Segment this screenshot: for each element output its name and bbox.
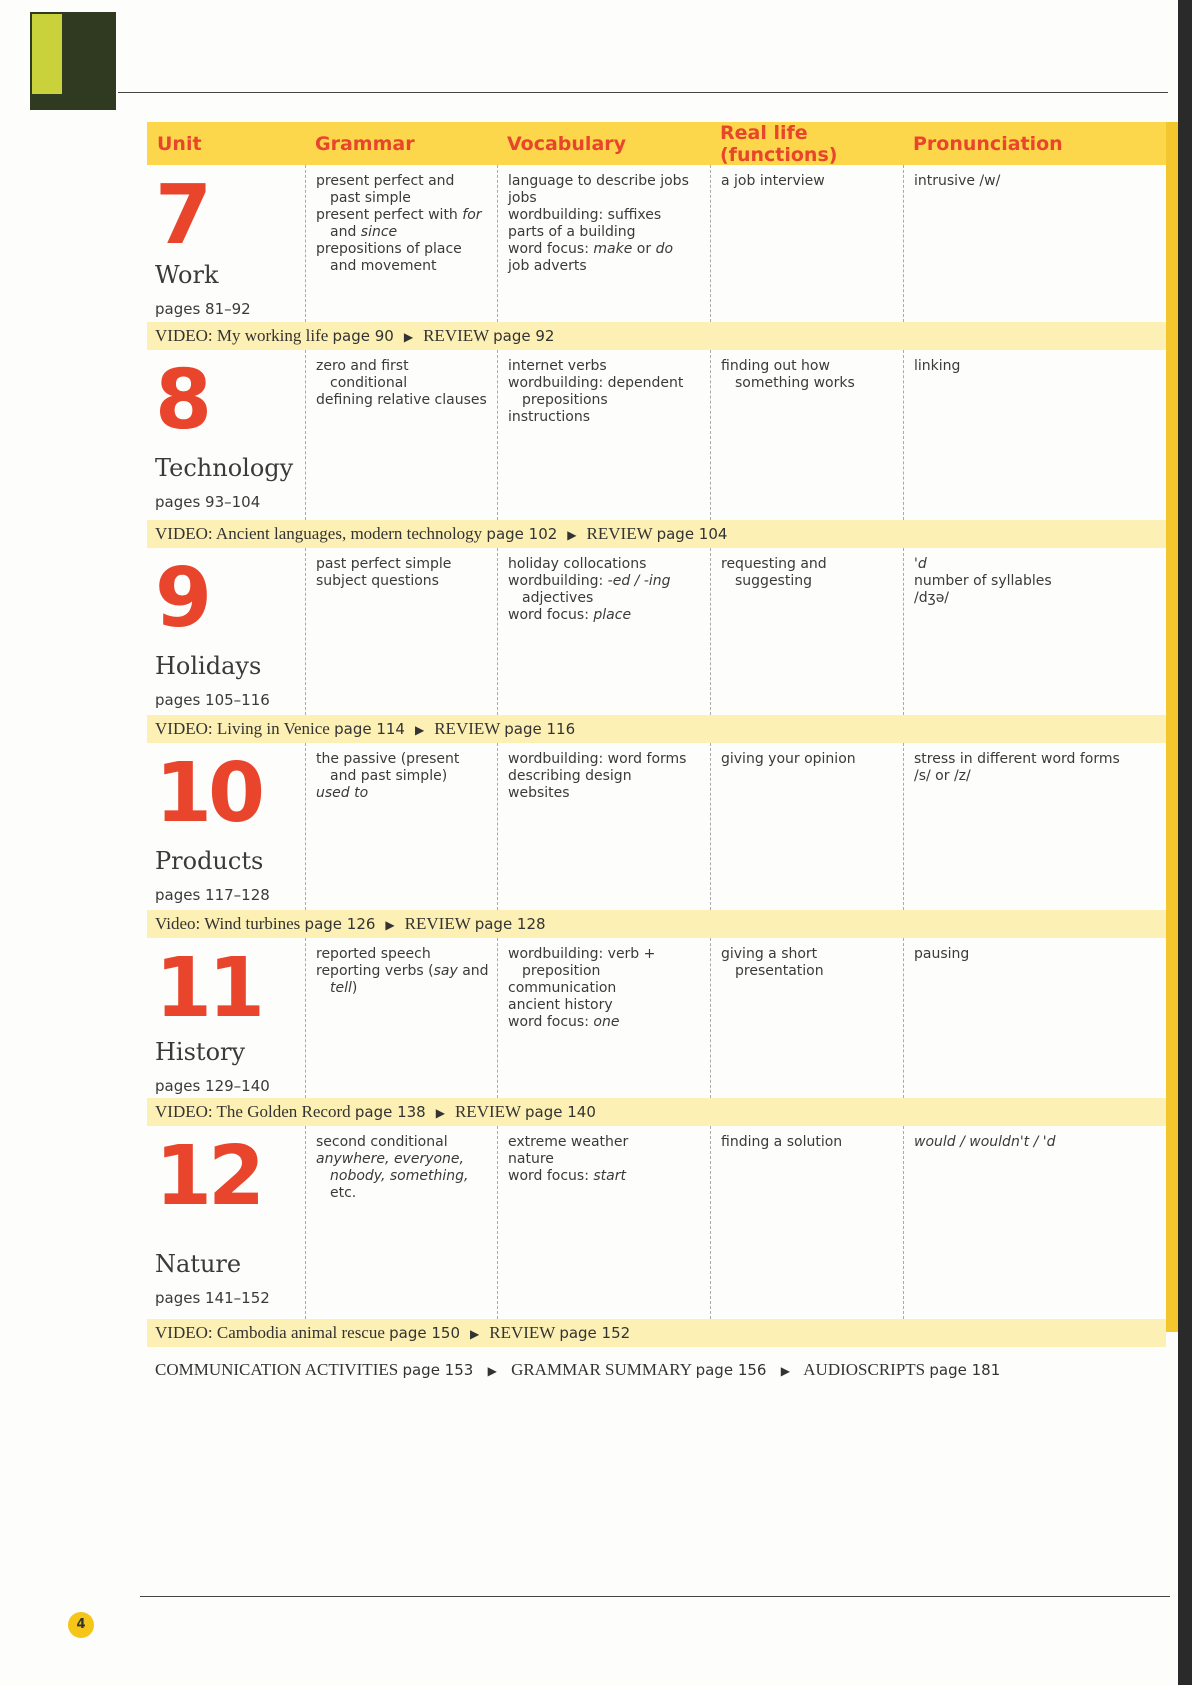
vocabulary-cell bbox=[497, 938, 710, 1098]
item-text: finding a solution bbox=[721, 1134, 843, 1150]
real-life-item bbox=[721, 946, 895, 980]
vocabulary-item bbox=[508, 224, 702, 241]
item-text-italic: do bbox=[655, 241, 674, 257]
grammar-item bbox=[316, 573, 489, 590]
unit-number: 8 bbox=[155, 353, 209, 448]
arrow-icon: ▶ bbox=[780, 1364, 790, 1378]
real-life-cell bbox=[710, 165, 903, 322]
item-text: wordbuilding: bbox=[508, 573, 608, 589]
video-page: page 102 bbox=[486, 525, 558, 543]
item-text-italic: used to bbox=[316, 785, 369, 801]
item-text-italic: since bbox=[360, 224, 398, 240]
video-page: page 90 bbox=[332, 327, 394, 345]
unit-name: Holidays bbox=[155, 652, 262, 680]
arrow-icon: ▶ bbox=[435, 1106, 445, 1120]
review-page: page 116 bbox=[504, 720, 576, 738]
unit-cell bbox=[147, 938, 305, 1098]
vocabulary-item bbox=[508, 1151, 702, 1168]
video-link[interactable]: VIDEO: Cambodia animal rescue bbox=[155, 1323, 385, 1342]
item-text: word focus: bbox=[508, 607, 594, 623]
video-review-band bbox=[147, 715, 1166, 743]
pronunciation-item bbox=[914, 946, 1158, 963]
unit-name: Technology bbox=[155, 454, 294, 482]
vocabulary-item bbox=[508, 375, 702, 409]
real-life-item bbox=[721, 1134, 895, 1151]
pronunciation-item bbox=[914, 358, 1158, 375]
unit-pages: pages 141–152 bbox=[155, 1289, 270, 1307]
item-text-italic: anywhere, everyone, nobody, something, bbox=[316, 1151, 469, 1184]
item-text: job adverts bbox=[508, 258, 587, 274]
grammar-cell bbox=[305, 938, 497, 1098]
arrow-icon: ▶ bbox=[470, 1327, 480, 1341]
arrow-icon: ▶ bbox=[487, 1364, 497, 1378]
real-life-item bbox=[721, 173, 895, 190]
grammar-cell bbox=[305, 1126, 497, 1319]
review-page: page 92 bbox=[493, 327, 555, 345]
item-text: prepositions of place and movement bbox=[316, 241, 462, 274]
pronunciation-cell bbox=[903, 743, 1166, 910]
item-text: wordbuilding: dependent prepositions bbox=[508, 375, 684, 408]
item-text: websites bbox=[508, 785, 570, 801]
vocabulary-item bbox=[508, 173, 702, 190]
bottom-divider bbox=[140, 1596, 1170, 1597]
review-page: page 152 bbox=[559, 1324, 631, 1342]
review-link[interactable]: REVIEW bbox=[454, 1102, 521, 1121]
item-text-italic: 'd bbox=[914, 556, 927, 572]
item-text-italic: -ed / -ing bbox=[607, 573, 671, 589]
pronunciation-cell bbox=[903, 1126, 1166, 1319]
item-text: a job interview bbox=[721, 173, 825, 189]
unit-row bbox=[147, 938, 1166, 1098]
vocabulary-item bbox=[508, 768, 702, 785]
grammar-cell bbox=[305, 350, 497, 520]
unit-row bbox=[147, 548, 1166, 715]
unit-row bbox=[147, 350, 1166, 520]
grammar-item bbox=[316, 751, 489, 785]
item-text: parts of a building bbox=[508, 224, 636, 240]
item-text: pausing bbox=[914, 946, 970, 962]
vocabulary-cell bbox=[497, 165, 710, 322]
edge-color-strip bbox=[1166, 122, 1178, 1332]
item-text: and bbox=[457, 963, 489, 979]
video-link[interactable]: VIDEO: Living in Venice bbox=[155, 719, 330, 738]
item-text: extreme weather bbox=[508, 1134, 629, 1150]
item-text: wordbuilding: word forms bbox=[508, 751, 687, 767]
video-review-band bbox=[147, 910, 1166, 938]
pronunciation-item bbox=[914, 173, 1158, 190]
grammar-summary-page: page 156 bbox=[695, 1361, 767, 1379]
item-text: the passive (present and past simple) bbox=[316, 751, 460, 784]
unit-number: 12 bbox=[155, 1129, 262, 1224]
item-text: /dʒə/ bbox=[914, 590, 950, 606]
footer-links bbox=[155, 1360, 1000, 1380]
vocabulary-item bbox=[508, 258, 702, 275]
vocabulary-item bbox=[508, 751, 702, 768]
page-number: 4 bbox=[68, 1612, 94, 1638]
pronunciation-item bbox=[914, 573, 1158, 590]
item-text: internet verbs bbox=[508, 358, 607, 374]
item-text: reported speech bbox=[316, 946, 431, 962]
vocabulary-item bbox=[508, 241, 702, 258]
unit-number: 9 bbox=[155, 551, 209, 646]
vocabulary-item bbox=[508, 997, 702, 1014]
header-unit: Unit bbox=[157, 132, 202, 155]
real-life-cell bbox=[710, 743, 903, 910]
item-text: number of syllables bbox=[914, 573, 1052, 589]
video-review-band bbox=[147, 520, 1166, 548]
grammar-item bbox=[316, 173, 489, 207]
unit-row bbox=[147, 165, 1166, 322]
item-text-italic: for bbox=[462, 207, 482, 223]
page-edge bbox=[1178, 0, 1192, 1685]
item-text: /s/ or /z/ bbox=[914, 768, 971, 784]
item-text: finding out how something works bbox=[721, 358, 855, 391]
audioscripts-link[interactable]: AUDIOSCRIPTS bbox=[803, 1360, 926, 1379]
item-text-italic: tell bbox=[330, 980, 352, 996]
grammar-item bbox=[316, 392, 489, 409]
unit-cell bbox=[147, 743, 305, 910]
item-text: instructions bbox=[508, 409, 590, 425]
grammar-cell bbox=[305, 743, 497, 910]
vocabulary-cell bbox=[497, 1126, 710, 1319]
arrow-icon: ▶ bbox=[403, 330, 414, 344]
top-divider bbox=[118, 92, 1168, 93]
item-text-italic: one bbox=[593, 1014, 620, 1030]
video-page: page 150 bbox=[389, 1324, 461, 1342]
video-page: page 138 bbox=[354, 1103, 426, 1121]
pronunciation-item bbox=[914, 1134, 1158, 1151]
unit-pages: pages 81–92 bbox=[155, 300, 251, 318]
unit-name: Work bbox=[155, 261, 219, 289]
item-text: word focus: bbox=[508, 241, 594, 257]
review-link[interactable]: REVIEW bbox=[404, 914, 471, 933]
grammar-item bbox=[316, 946, 489, 963]
item-text: ) bbox=[351, 980, 358, 996]
item-text: nature bbox=[508, 1151, 554, 1167]
item-text: giving your opinion bbox=[721, 751, 856, 767]
unit-cell bbox=[147, 165, 305, 322]
review-link[interactable]: REVIEW bbox=[434, 719, 501, 738]
unit-pages: pages 105–116 bbox=[155, 691, 270, 709]
video-review-band bbox=[147, 322, 1166, 350]
contents-table bbox=[147, 122, 1166, 1347]
unit-number: 7 bbox=[155, 168, 209, 263]
item-text: holiday collocations bbox=[508, 556, 647, 572]
item-text: communication bbox=[508, 980, 617, 996]
real-life-cell bbox=[710, 548, 903, 715]
item-text: ancient history bbox=[508, 997, 613, 1013]
item-text: wordbuilding: suffixes bbox=[508, 207, 662, 223]
item-text: present perfect with bbox=[316, 207, 463, 223]
review-link[interactable]: REVIEW bbox=[489, 1323, 556, 1342]
item-text-italic: place bbox=[593, 607, 632, 623]
header-pronunciation: Pronunciation bbox=[913, 132, 1063, 155]
header-grammar: Grammar bbox=[315, 132, 415, 155]
pronunciation-item bbox=[914, 556, 1158, 573]
vocabulary-cell bbox=[497, 743, 710, 910]
chapter-tab-accent bbox=[32, 14, 62, 94]
item-text: past perfect simple bbox=[316, 556, 452, 572]
unit-pages: pages 129–140 bbox=[155, 1077, 270, 1095]
item-text: or bbox=[632, 241, 656, 257]
grammar-item bbox=[316, 963, 489, 997]
video-link[interactable]: VIDEO: The Golden Record bbox=[155, 1102, 351, 1121]
review-link[interactable]: REVIEW bbox=[423, 326, 489, 345]
item-text: word focus: bbox=[508, 1014, 594, 1030]
grammar-summary-link[interactable]: GRAMMAR SUMMARY bbox=[511, 1360, 692, 1379]
pronunciation-item bbox=[914, 590, 1158, 607]
arrow-icon: ▶ bbox=[567, 528, 577, 542]
header-vocabulary: Vocabulary bbox=[507, 132, 627, 155]
unit-number: 10 bbox=[155, 746, 262, 841]
item-text: and bbox=[330, 224, 361, 240]
review-page: page 140 bbox=[525, 1103, 596, 1121]
item-text: intrusive /w/ bbox=[914, 173, 1001, 189]
video-link[interactable]: VIDEO: Ancient languages, modern technology bbox=[155, 524, 483, 543]
pronunciation-item bbox=[914, 751, 1158, 768]
communication-page: page 153 bbox=[402, 1361, 474, 1379]
header-real-life: Real life (functions) bbox=[720, 121, 838, 166]
pronunciation-cell bbox=[903, 350, 1166, 520]
arrow-icon: ▶ bbox=[385, 918, 395, 932]
item-text-italic: make bbox=[593, 241, 633, 257]
item-text: wordbuilding: verb + preposition bbox=[508, 946, 656, 979]
real-life-cell bbox=[710, 938, 903, 1098]
table-header bbox=[147, 122, 1166, 165]
vocabulary-item bbox=[508, 607, 702, 624]
item-text: subject questions bbox=[316, 573, 439, 589]
item-text: word focus: bbox=[508, 1168, 594, 1184]
item-text: present perfect and past simple bbox=[316, 173, 455, 206]
vocabulary-item bbox=[508, 1014, 702, 1031]
vocabulary-item bbox=[508, 556, 702, 573]
vocabulary-item bbox=[508, 207, 702, 224]
pronunciation-cell bbox=[903, 165, 1166, 322]
item-text-italic: would / wouldn't / 'd bbox=[914, 1134, 1056, 1150]
grammar-cell bbox=[305, 165, 497, 322]
vocabulary-item bbox=[508, 573, 702, 607]
unit-name: History bbox=[155, 1038, 246, 1066]
vocabulary-item bbox=[508, 946, 702, 980]
pronunciation-cell bbox=[903, 548, 1166, 715]
real-life-cell bbox=[710, 1126, 903, 1319]
vocabulary-item bbox=[508, 358, 702, 375]
unit-cell bbox=[147, 548, 305, 715]
vocabulary-item bbox=[508, 409, 702, 426]
unit-pages: pages 93–104 bbox=[155, 493, 261, 511]
item-text: language to describe jobs bbox=[508, 173, 689, 189]
unit-cell bbox=[147, 350, 305, 520]
grammar-item bbox=[316, 1134, 489, 1151]
item-text: jobs bbox=[508, 190, 537, 206]
grammar-cell bbox=[305, 548, 497, 715]
item-text: etc. bbox=[330, 1185, 357, 1201]
unit-row bbox=[147, 743, 1166, 910]
grammar-item bbox=[316, 1151, 489, 1202]
grammar-item bbox=[316, 241, 489, 275]
grammar-item bbox=[316, 358, 489, 392]
vocabulary-item bbox=[508, 785, 702, 802]
review-page: page 128 bbox=[474, 915, 546, 933]
video-link[interactable]: VIDEO: My working life bbox=[155, 326, 329, 345]
item-text: linking bbox=[914, 358, 961, 374]
unit-cell bbox=[147, 1126, 305, 1319]
vocabulary-item bbox=[508, 980, 702, 997]
item-text: adjectives bbox=[522, 590, 594, 606]
pronunciation-cell bbox=[903, 938, 1166, 1098]
pronunciation-item bbox=[914, 768, 1158, 785]
item-text: giving a short presentation bbox=[721, 946, 824, 979]
vocabulary-cell bbox=[497, 350, 710, 520]
review-link[interactable]: REVIEW bbox=[586, 524, 653, 543]
unit-name: Products bbox=[155, 847, 264, 875]
grammar-item bbox=[316, 785, 489, 802]
unit-pages: pages 117–128 bbox=[155, 886, 270, 904]
item-text: requesting and suggesting bbox=[721, 556, 827, 589]
video-review-band bbox=[147, 1098, 1166, 1126]
vocabulary-item bbox=[508, 1134, 702, 1151]
item-text-italic: start bbox=[593, 1168, 626, 1184]
real-life-item bbox=[721, 751, 895, 768]
unit-number: 11 bbox=[155, 941, 262, 1036]
real-life-item bbox=[721, 358, 895, 392]
item-text: second conditional bbox=[316, 1134, 448, 1150]
grammar-item bbox=[316, 207, 489, 241]
arrow-icon: ▶ bbox=[414, 723, 425, 737]
item-text-italic: say bbox=[433, 963, 458, 979]
real-life-item bbox=[721, 556, 895, 590]
unit-name: Nature bbox=[155, 1250, 242, 1278]
grammar-item bbox=[316, 556, 489, 573]
item-text: describing design bbox=[508, 768, 632, 784]
video-page: page 126 bbox=[304, 915, 376, 933]
audioscripts-page: page 181 bbox=[929, 1361, 1001, 1379]
video-review-band bbox=[147, 1319, 1166, 1347]
vocabulary-item bbox=[508, 190, 702, 207]
vocabulary-cell bbox=[497, 548, 710, 715]
communication-activities-link[interactable]: COMMUNICATION ACTIVITIES bbox=[155, 1360, 399, 1379]
review-page: page 104 bbox=[656, 525, 728, 543]
item-text: stress in different word forms bbox=[914, 751, 1120, 767]
video-link[interactable]: Video: Wind turbines bbox=[155, 914, 301, 933]
item-text: defining relative clauses bbox=[316, 392, 487, 408]
vocabulary-item bbox=[508, 1168, 702, 1185]
item-text: reporting verbs ( bbox=[316, 963, 434, 979]
video-page: page 114 bbox=[334, 720, 405, 738]
item-text: zero and first conditional bbox=[316, 358, 409, 391]
unit-row bbox=[147, 1126, 1166, 1319]
real-life-cell bbox=[710, 350, 903, 520]
